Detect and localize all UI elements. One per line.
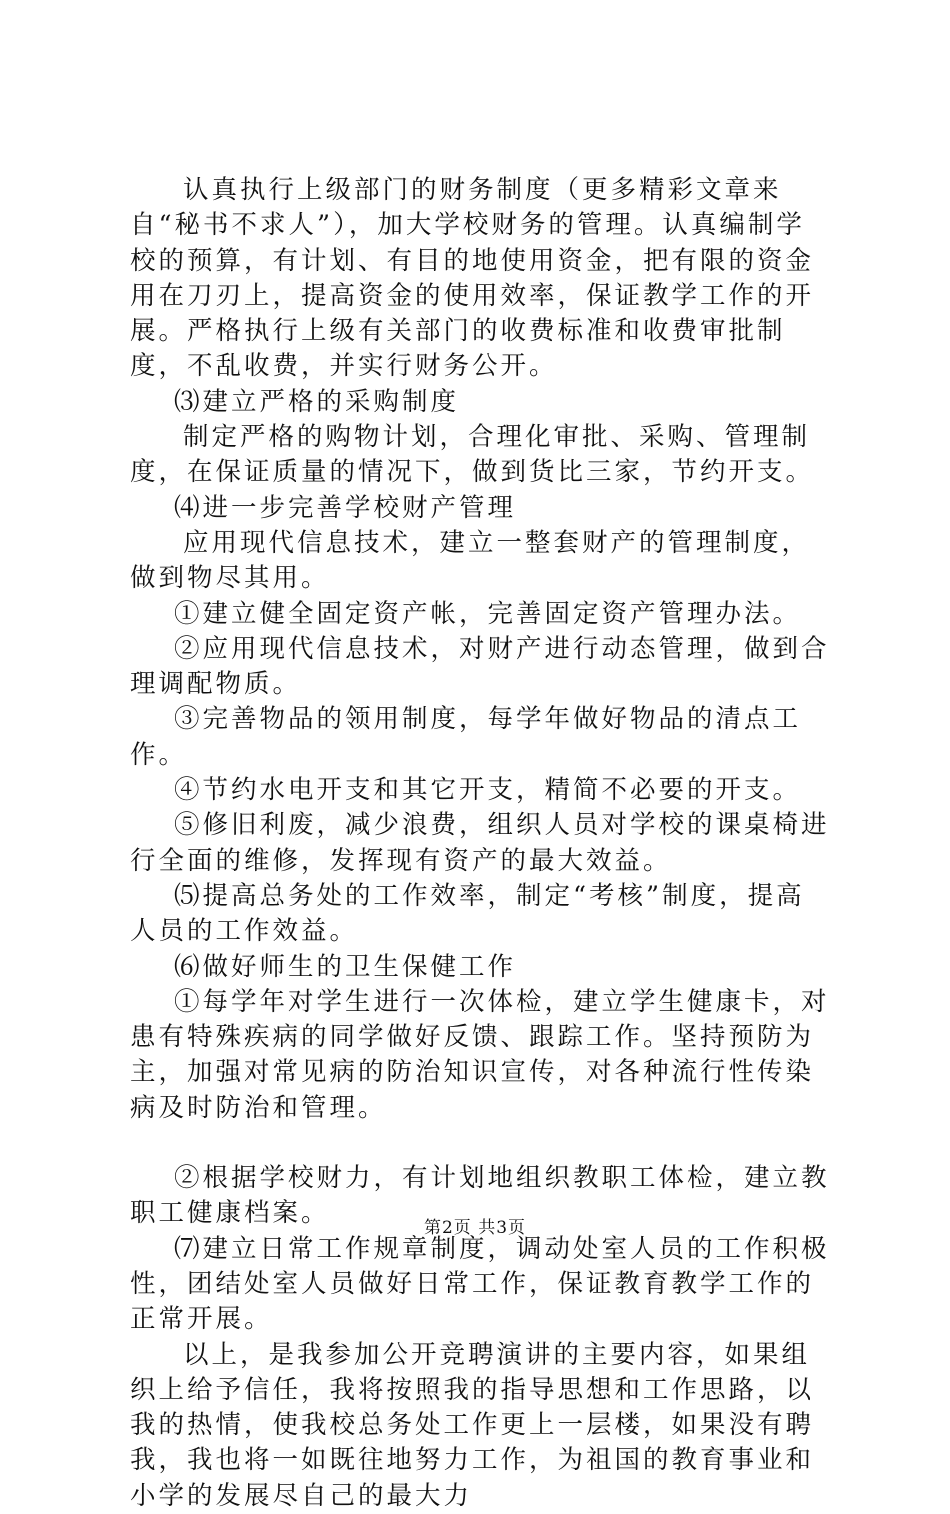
paragraph-gap xyxy=(130,1126,830,1161)
list-item-property-1: ①建立健全固定资产帐，完善固定资产管理办法。 xyxy=(174,598,802,629)
list-item-property-2: ②应用现代信息技术，对财产进行动态管理，做到合理调配物质。 xyxy=(130,633,830,700)
list-item-property-3: ③完善物品的领用制度，每学年做好物品的清点工作。 xyxy=(130,704,802,770)
heading-property-management: ⑷进一步完善学校财产管理 xyxy=(174,492,517,523)
list-item-property-5: ⑤修旧利废，减少浪费，组织人员对学校的课桌椅进行全面的维修，发挥现有资产的最大效益。 xyxy=(130,810,830,876)
document-body xyxy=(130,173,830,1514)
paragraph-procurement: 制定严格的购物计划，合理化审批、采购、管理制度，在保证质量的情况下，做到货比三家，节约开支。 xyxy=(130,422,815,488)
paragraph-property-management: 应用现代信息技术，建立一整套财产的管理制度，做到物尽其用。 xyxy=(130,527,811,594)
list-item-property-4: ④节约水电开支和其它开支，精简不必要的开支。 xyxy=(174,775,802,806)
heading-procurement: ⑶建立严格的采购制度 xyxy=(174,386,460,417)
list-item-health-1: ①每学年对学生进行一次体检，建立学生健康卡，对患有特殊疾病的同学做好反馈、跟踪工作。坚持预防为主，加强对常见病的防治知识宣传，对各种流行性传染病及时防治和管理。 xyxy=(130,986,830,1123)
heading-daily-rules: ⑺建立日常工作规章制度，调动处室人员的工作积极性，团结处室人员做好日常工作，保证教育教学工作的正常开展。 xyxy=(130,1233,830,1335)
heading-efficiency: ⑸提高总务处的工作效率，制定“考核”制度，提高人员的工作效益。 xyxy=(130,880,805,947)
heading-health-care: ⑹做好师生的卫生保健工作 xyxy=(174,951,517,982)
paragraph-finance-system: 认真执行上级部门的财务制度（更多精彩文章来自“秘书不求人”），加大学校财务的管理。认真编制学校的预算，有计划、有目的地使用资金，把有限的资金用在刀刃上，提高资金的使用效率，保证教学工作的开展。严格执行上级有关部门的收费标准和收费审批制度，不乱收费，并实行财务公开。 xyxy=(130,175,815,382)
list-item-health-2: ②根据学校财力，有计划地组织教职工体检，建立教职工健康档案。 xyxy=(130,1163,830,1229)
paragraph-conclusion: 以上，是我参加公开竞聘演讲的主要内容，如果组织上给予信任，我将按照我的指导思想和工作思路，以我的热情，使我校总务处工作更上一层楼，如果没有聘我，我也将一如既往地努力工作，为祖国的教育事业和小学的发展尽自己的最大力 xyxy=(130,1339,815,1511)
page-number-footer: 第2页 共3页 xyxy=(423,1218,527,1238)
